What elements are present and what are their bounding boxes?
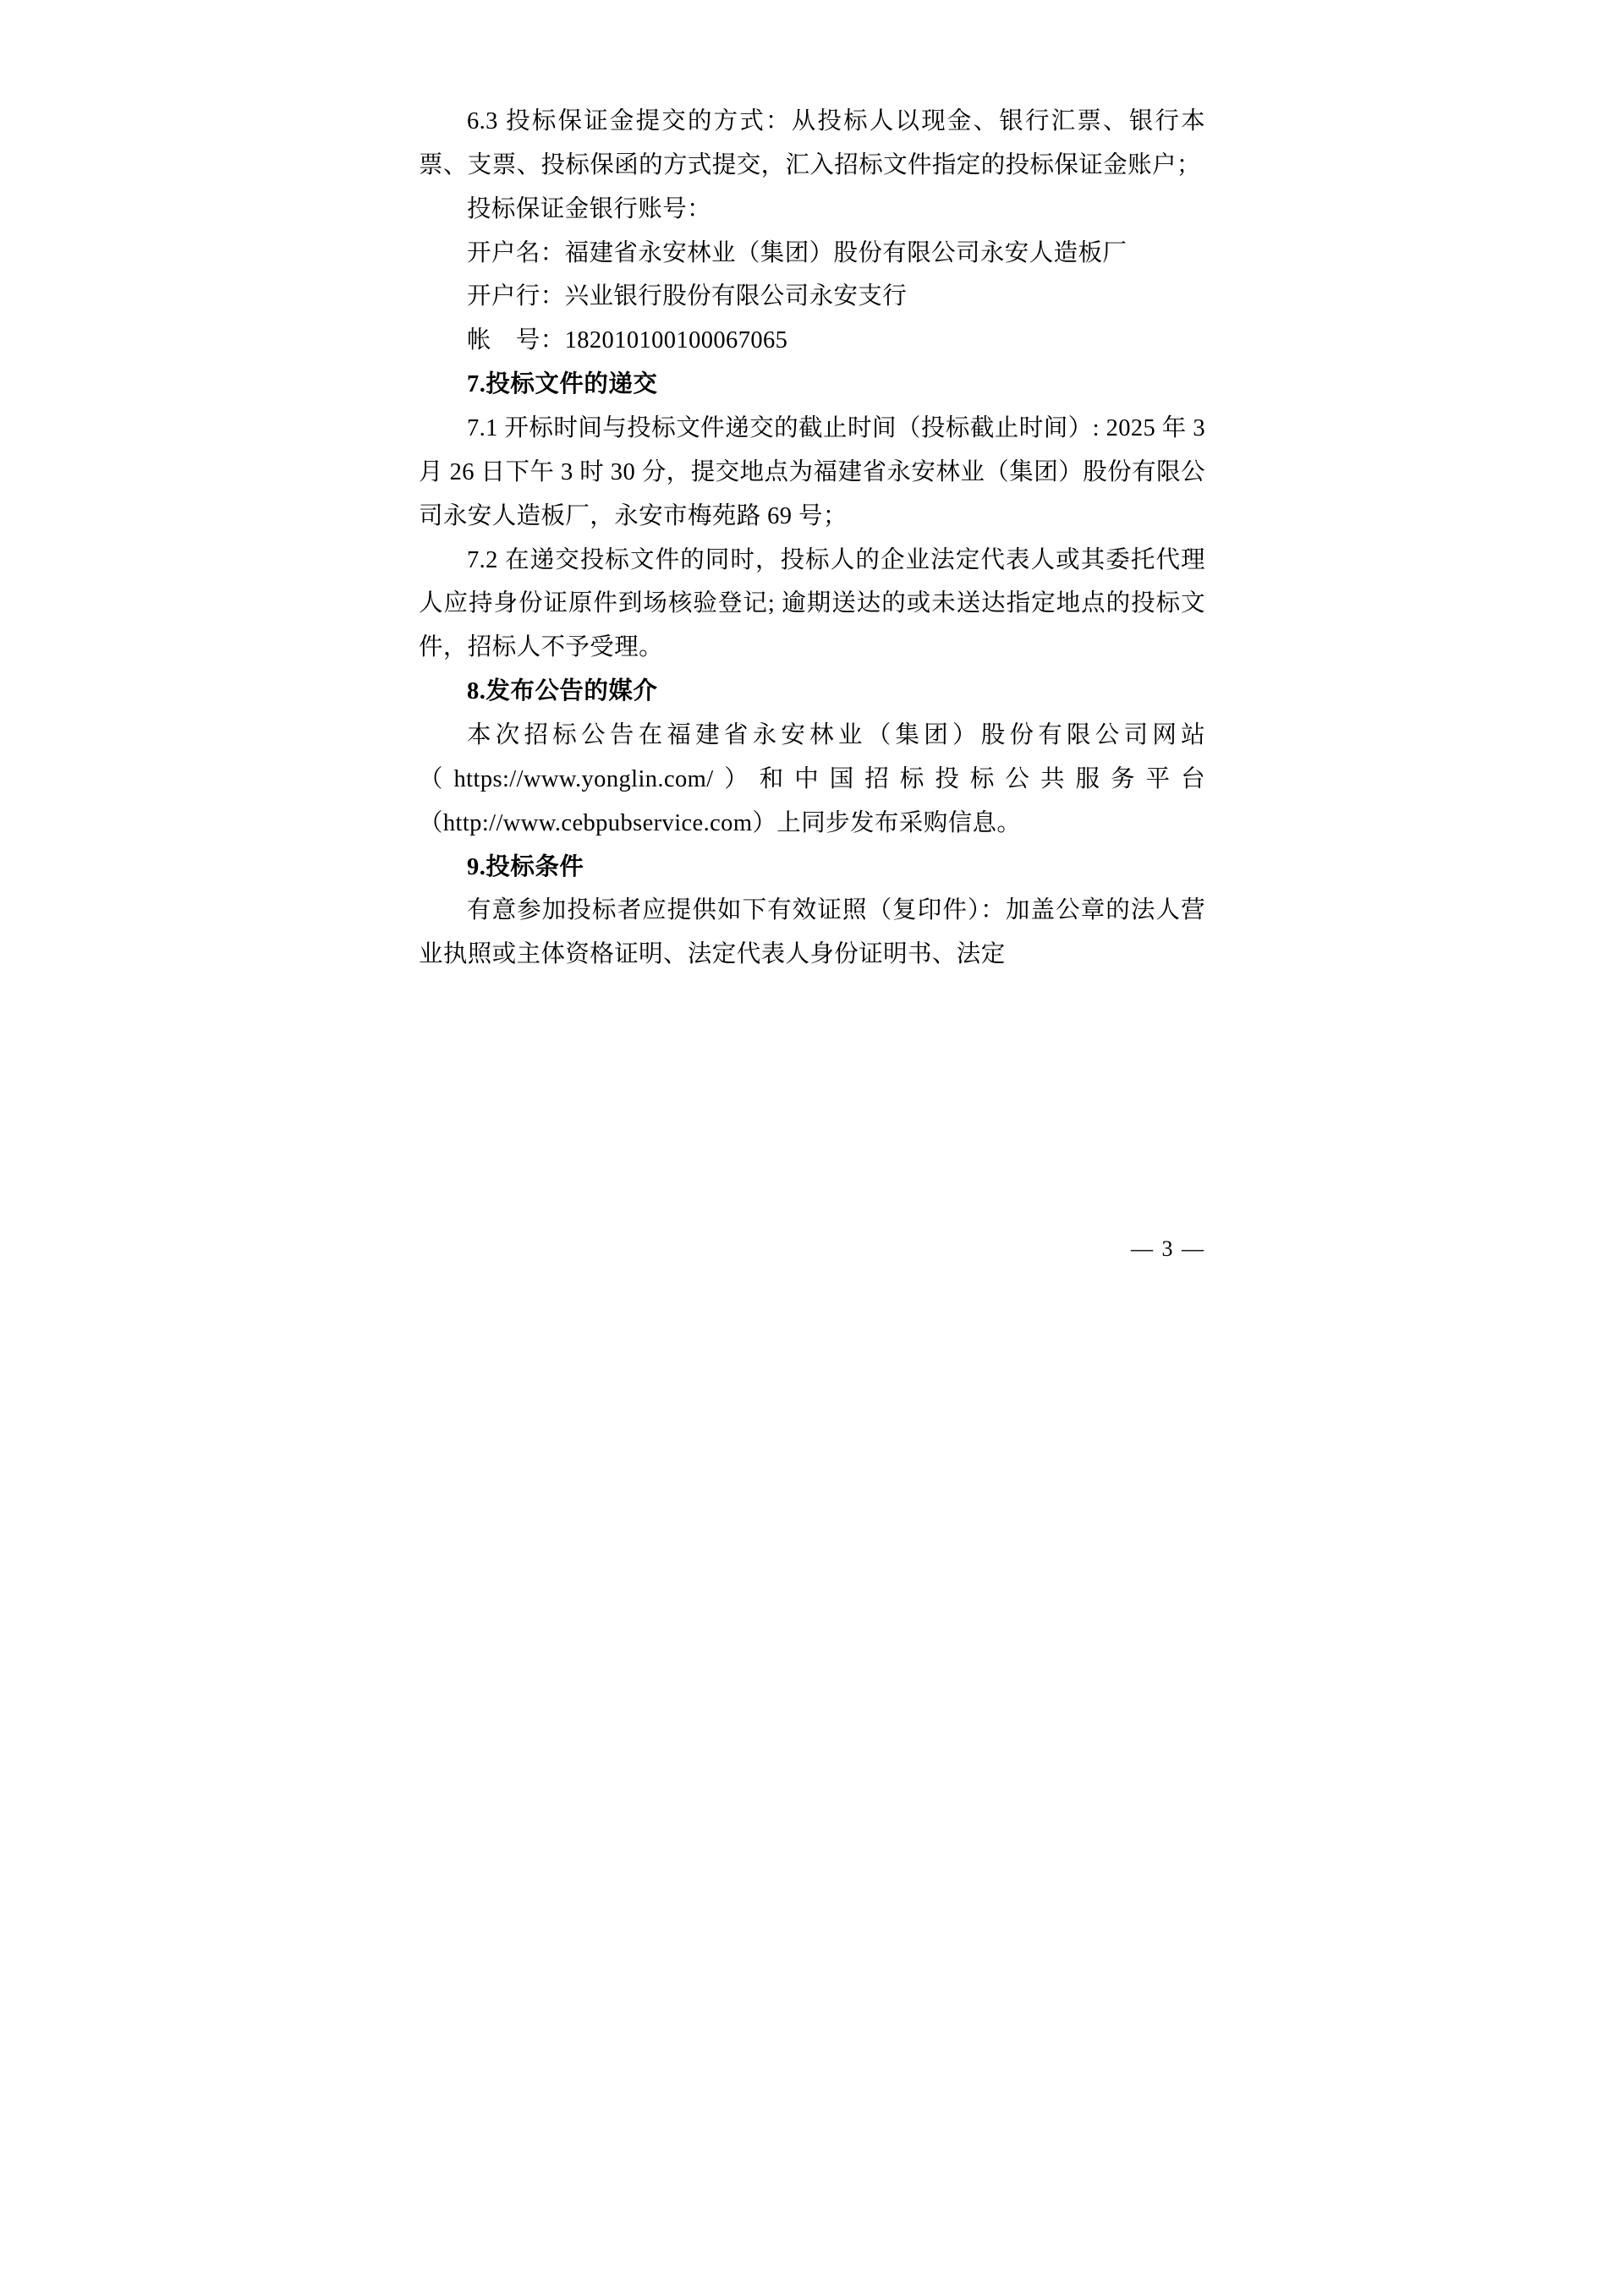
heading-7-bid-submission: 7.投标文件的递交 <box>467 371 658 398</box>
heading-9-bidding-conditions: 9.投标条件 <box>467 853 584 880</box>
paragraph-8-announcement-websites: 本次招标公告在福建省永安林业（集团）股份有限公司网站（https://www.yonglin.com/）和中国招标投标公共服务平台（http://www.cebpubservice.com）上同步发布采购信息。 <box>419 722 1205 836</box>
paragraph-6-3-bid-bond-method: 6.3 投标保证金提交的方式：从投标人以现金、银行汇票、银行本票、支票、投标保函的方式提交，汇入招标文件指定的投标保证金账户； <box>419 108 1205 178</box>
document-page <box>338 0 1286 1340</box>
paragraph-bid-bond-account-label: 投标保证金银行账号： <box>467 195 712 222</box>
heading-8-announcement-media: 8.发布公告的媒介 <box>467 678 658 705</box>
paragraph-account-number: 帐 号：182010100100067065 <box>467 327 788 354</box>
paragraph-7-1-deadline: 7.1 开标时间与投标文件递交的截止时间（投标截止时间）: 2025 年 3 月 26 日下午 3 时 30 分，提交地点为福建省永安林业（集团）股份有限公司永安人造板厂，永安市梅苑路 69 号； <box>419 415 1205 529</box>
paragraph-9-required-documents: 有意参加投标者应提供如下有效证照（复印件）：加盖公章的法人营业执照或主体资格证明、法定代表人身份证明书、法定 <box>419 897 1205 968</box>
document-body <box>419 100 1205 977</box>
paragraph-account-bank: 开户行：兴业银行股份有限公司永安支行 <box>467 283 908 310</box>
paragraph-7-2-identity-verification: 7.2 在递交投标文件的同时，投标人的企业法定代表人或其委托代理人应持身份证原件到场核验登记; 逾期送达的或未送达指定地点的投标文件，招标人不予受理。 <box>419 546 1205 661</box>
paragraph-account-name: 开户名：福建省永安林业（集团）股份有限公司永安人造板厂 <box>467 239 1127 266</box>
page-number: — 3 — <box>1131 1236 1205 1261</box>
